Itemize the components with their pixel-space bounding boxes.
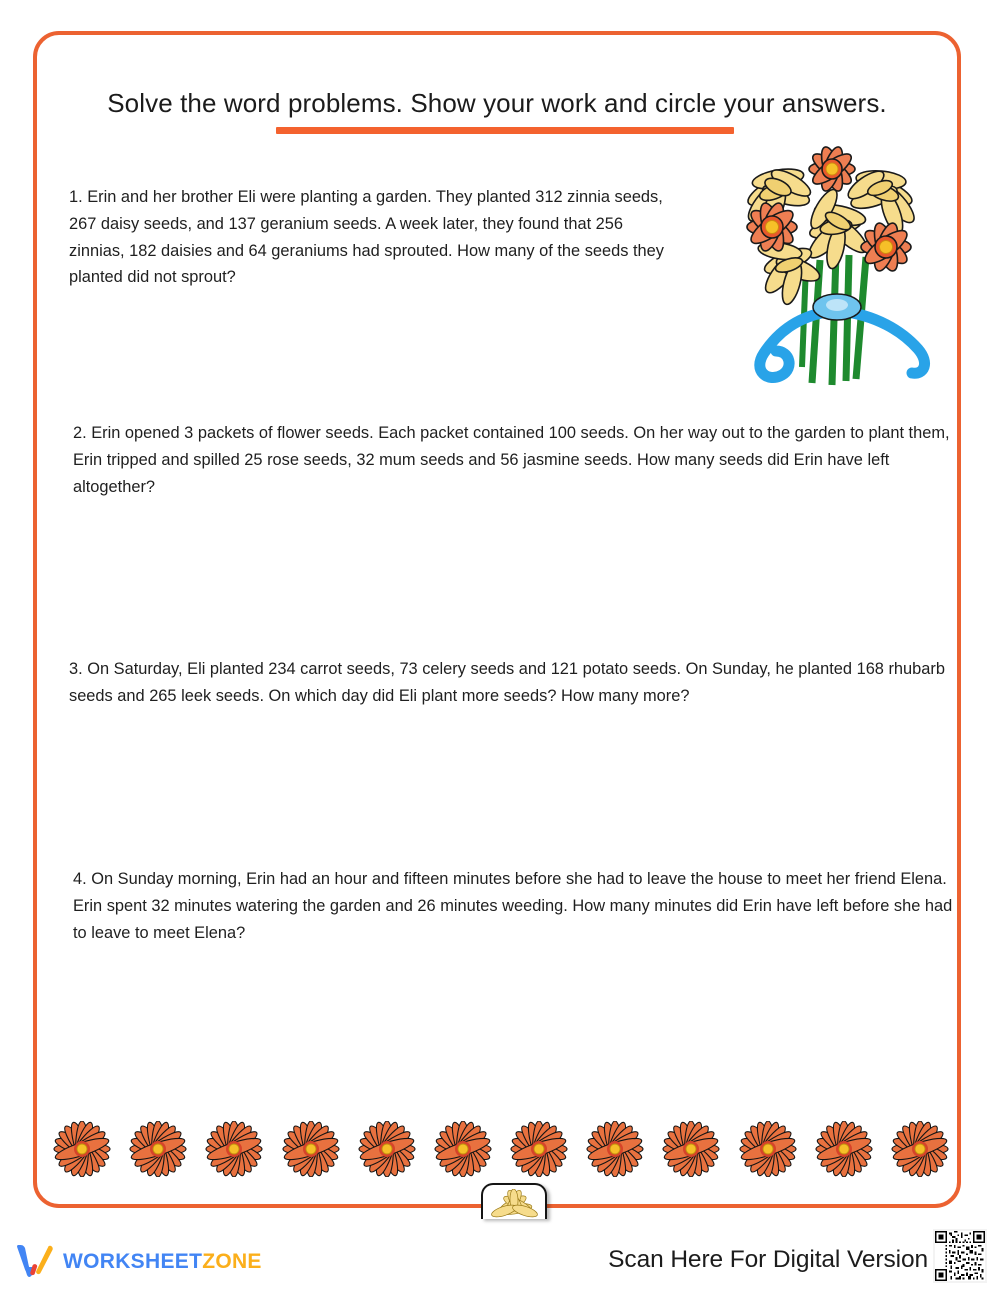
brand-word-worksheet: WORKSHEET — [63, 1250, 203, 1273]
gerbera-flower-icon — [356, 1121, 418, 1177]
gerbera-flower-icon — [889, 1121, 951, 1177]
gerbera-flower-icon — [51, 1121, 113, 1177]
gerbera-flower-icon — [813, 1121, 875, 1177]
brand-word-zone: ZONE — [202, 1250, 262, 1273]
problem-3-text: On Saturday, Eli planted 234 carrot seeds, 73 celery seeds and 121 potato seeds. On Sunday, he planted 168 rhubarb seeds and 265 leek seeds. On which day did Eli plant more seeds? How many more? — [69, 660, 945, 705]
page-title: Solve the word problems. Show your work and circle your answers. — [107, 88, 887, 119]
gerbera-flower-icon — [280, 1121, 342, 1177]
problem-4-number: 4. — [73, 870, 87, 889]
scan-cta-text: Scan Here For Digital Version — [608, 1246, 928, 1273]
gerbera-flower-icon — [432, 1121, 494, 1177]
problem-3 — [69, 656, 959, 709]
gerbera-flower-icon — [127, 1121, 189, 1177]
bottom-tab — [481, 1183, 547, 1219]
flower-bouquet-icon — [716, 135, 956, 395]
yellow-flower-icon — [488, 1189, 540, 1219]
page-footer — [0, 1219, 1000, 1294]
gerbera-flower-icon — [584, 1121, 646, 1177]
problem-2-number: 2. — [73, 424, 87, 443]
problem-1 — [69, 184, 669, 290]
worksheet-zone-w-icon — [14, 1245, 54, 1279]
problem-1-text: Erin and her brother Eli were planting a garden. They planted 312 zinnia seeds, 267 daisy seeds, and 137 geranium seeds. A week later, they found that 256 zinnias, 182 daisies and 64 geraniums had sprouted. How many of the seeds they planted did not sprout? — [69, 188, 664, 287]
flower-border — [51, 1118, 951, 1180]
title-divider — [276, 127, 734, 134]
brand-wordmark — [63, 1250, 262, 1274]
problem-3-number: 3. — [69, 660, 83, 679]
problem-1-number: 1. — [69, 188, 83, 207]
problem-4-text: On Sunday morning, Erin had an hour and fifteen minutes before she had to leave the house to meet her friend Elena. Erin spent 32 minutes watering the garden and 26 minutes weeding. How many minutes did Erin have left before she had to leave to meet Elena? — [73, 870, 953, 942]
problem-2 — [73, 420, 951, 500]
problem-2-text: Erin opened 3 packets of flower seeds. Each packet contained 100 seeds. On her way out to the garden to plant them, Erin tripped and spilled 25 rose seeds, 32 mum seeds and 56 jasmine seeds. How many seeds did Erin have left altogether? — [73, 424, 950, 496]
worksheet-frame — [33, 31, 961, 1208]
gerbera-flower-icon — [660, 1121, 722, 1177]
gerbera-flower-icon — [508, 1121, 570, 1177]
qr-code-icon[interactable] — [933, 1229, 987, 1283]
problem-4 — [73, 866, 953, 946]
gerbera-flower-icon — [203, 1121, 265, 1177]
brand-logo[interactable] — [14, 1245, 262, 1279]
gerbera-flower-icon — [737, 1121, 799, 1177]
